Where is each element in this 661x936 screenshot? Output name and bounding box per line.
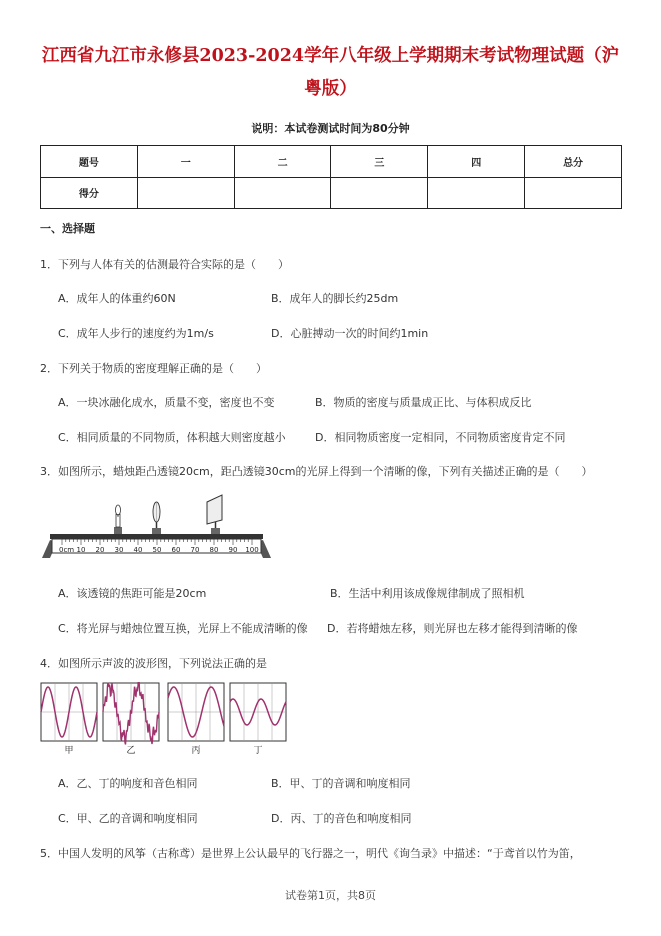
question-4-option-d: D．丙、丁的音色和响度相同: [271, 812, 412, 825]
exam-note: 说明：本试卷测试时间为80分钟: [251, 122, 410, 135]
waveform-label-jia: 甲: [64, 746, 74, 756]
question-1-stem: 1．下列与人体有关的估测最符合实际的是（ ）: [40, 258, 289, 271]
waveform-panel-jia: [41, 683, 97, 741]
waveform-label-ding: 丁: [253, 746, 263, 756]
question-5-stem: 5．中国人发明的风筝（古称鸢）是世界上公认最早的飞行器之一，明代《询刍录》中描述：“于鸢首以竹为笛，: [40, 847, 581, 860]
page-title: 江西省九江市永修县2023-2024学年八年级上学期期末考试物理试题（沪粤版）: [41, 46, 620, 99]
score-table-cell: 四: [428, 146, 525, 178]
score-table-cell: 得分: [41, 177, 138, 209]
score-table-score-row: [41, 177, 622, 209]
question-3-stem: 3．如图所示，蜡烛距凸透镜20cm，距凸透镜30cm的光屏上得到一个清晰的像，下列有关描述正确的是（ ）: [40, 465, 593, 478]
waveform-label-bing: 丙: [191, 746, 201, 756]
sound-waveforms-figure: [40, 682, 292, 758]
light-screen: [207, 495, 222, 534]
bench-scale-label: 70: [190, 546, 200, 554]
question-4-stem: 4．如图所示声波的波形图，下列说法正确的是: [40, 657, 267, 670]
question-2-option-a: A．一块冰融化成水，质量不变，密度也不变: [58, 396, 275, 409]
bench-scale-label: 40: [133, 546, 143, 554]
question-1-option-a: A．成年人的体重约60N: [58, 292, 176, 305]
question-3-option-a: A．该透镜的焦距可能是20cm: [58, 587, 207, 600]
bench-scale-label: 60: [171, 546, 181, 554]
question-4-option-a: A．乙、丁的响度和音色相同: [58, 777, 198, 790]
question-2-option-c: C．相同质量的不同物质，体积越大则密度越小: [58, 431, 286, 444]
section-heading: 一、选择题: [40, 222, 95, 235]
bench-scale-label: 100: [245, 546, 259, 554]
score-table-cell: 三: [331, 146, 428, 178]
question-4-option-b: B．甲、丁的音调和响度相同: [271, 777, 411, 790]
score-table-cell: 总分: [525, 146, 622, 178]
waveform-panel-ding: [230, 683, 286, 741]
bench-scale-label: 30: [114, 546, 124, 554]
question-2-option-b: B．物质的密度与质量成正比、与体积成反比: [315, 396, 532, 409]
candle: [114, 505, 122, 534]
question-3-option-b: B．生活中利用该成像规律制成了照相机: [330, 587, 525, 600]
question-1-option-b: B．成年人的脚长约25dm: [271, 292, 399, 305]
score-input-cell[interactable]: [525, 177, 622, 209]
score-input-cell[interactable]: [137, 177, 234, 209]
bench-scale-label: 10: [76, 546, 86, 554]
score-table-cell: 一: [137, 146, 234, 178]
question-4-option-c: C．甲、乙的音调和响度相同: [58, 812, 198, 825]
score-input-cell[interactable]: [331, 177, 428, 209]
score-table-cell: 题号: [41, 146, 138, 178]
bench-top-rail: [50, 534, 263, 539]
score-table: [40, 145, 622, 209]
bench-scale-label: 50: [152, 546, 162, 554]
question-3-option-d: D．若将蜡烛左移，则光屏也左移才能得到清晰的像: [327, 622, 578, 635]
score-table-header-row: [41, 146, 622, 178]
question-3-option-c: C．将光屏与蜡烛位置互换，光屏上不能成清晰的像: [58, 622, 308, 635]
waveform-panel-yi: [103, 682, 159, 744]
waveform-panel-bing: [168, 683, 224, 741]
convex-lens: [152, 502, 161, 534]
waveform-label-yi: 乙: [126, 746, 136, 756]
page-footer: 试卷第1页，共8页: [285, 889, 376, 902]
score-input-cell[interactable]: [428, 177, 525, 209]
question-1-option-c: C．成年人步行的速度约为1m/s: [58, 327, 214, 340]
score-input-cell[interactable]: [234, 177, 331, 209]
bench-scale-label: 0cm: [59, 546, 75, 554]
bench-scale-label: 20: [95, 546, 105, 554]
bench-scale-label: 80: [209, 546, 219, 554]
question-1-option-d: D．心脏搏动一次的时间约1min: [271, 327, 429, 340]
question-2-option-d: D．相同物质密度一定相同，不同物质密度肯定不同: [315, 431, 566, 444]
bench-scale-label: 90: [228, 546, 238, 554]
score-table-cell: 二: [234, 146, 331, 178]
question-2-stem: 2．下列关于物质的密度理解正确的是（ ）: [40, 362, 267, 375]
optical-bench-figure: [40, 490, 275, 565]
